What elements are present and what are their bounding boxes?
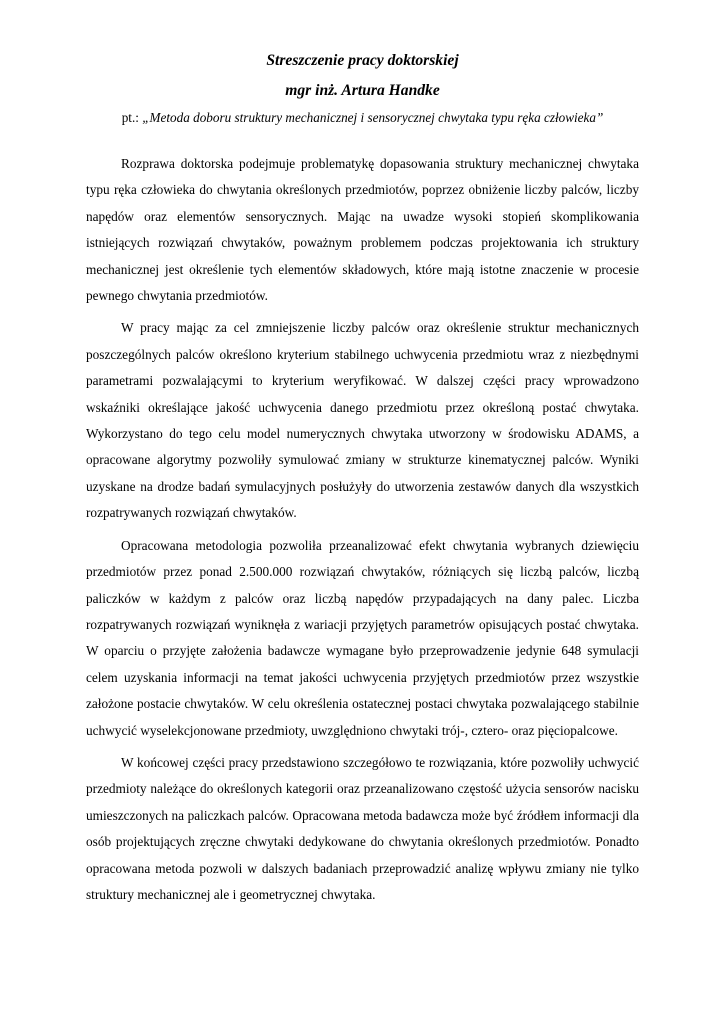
paragraph-1: Rozprawa doktorska podejmuje problematykę dopasowania struktury mechanicznej chwytaka typu ręka człowieka do chwytania określonych przedmiotów, poprzez obniżenie liczby palców, liczby napędów oraz elementów sensorycznych. Mając na uwadze wysoki stopień skomplikowania istniejących rozwiązań chwytaków, poważnym problemem podczas projektowania ich struktury mechanicznej jest określenie tych elementów składowych, które mają istotne znaczenie w procesie pewnego chwytania przedmiotów.: [86, 156, 639, 304]
document-title: Streszczenie pracy doktorskiej: [266, 52, 459, 69]
subtitle-prefix: pt.:: [121, 110, 143, 125]
paragraph-4: W końcowej części pracy przedstawiono szczegółowo te rozwiązania, które pozwoliły uchwycić przedmioty należące do określonych kategorii oraz przeanalizowano częstość użycia sensorów nacisku umieszczonych na paliczkach palców. Opracowana metoda badawcza może być źródłem informacji dla osób projektujących zręczne chwytaki dedykowane do chwytania określonych przedmiotów. Ponadto opracowana metoda pozwoli w dalszych badaniach przeprowadzić analizę wpływu zmiany nie tylko struktury mechanicznej ale i geometrycznej chwytaka.: [86, 754, 639, 902]
subtitle-text: „Metoda doboru struktury mechanicznej i sensorycznej chwytaka typu ręka człowieka”: [142, 110, 604, 125]
paragraph-2: W pracy mając za cel zmniejszenie liczby palców oraz określenie struktur mechanicznych poszczególnych palców określono kryterium stabilnego uchwycenia przedmiotu wraz z niezbędnymi parametrami pozwalającymi to kryterium weryfikować. W dalszej części pracy wprowadzono wskaźniki określające jakość uchwycenia danego przedmiotu przez określoną postać chwytaka. Wykorzystano do tego celu model numerycznych chwytaka utworzony w środowisku ADAMS, a opracowane algorytmy pozwoliły symulować zmiany w strukturze kinematycznej palców. Wyniki uzyskane na drodze badań symulacyjnych posłużyły do utworzenia zestawów danych dla wszystkich rozpatrywanych rozwiązań chwytaków.: [86, 320, 639, 521]
document-author: mgr inż. Artura Handke: [285, 82, 440, 99]
paragraph-3: Opracowana metodologia pozwoliła przeanalizować efekt chwytania wybranych dziewięciu przedmiotów przez ponad 2.500.000 rozwiązań chwytaków, różniących się liczbą palców, liczbą paliczków w każdym z palców oraz liczbą napędów przypadających na dany palec. Liczba rozpatrywanych rozwiązań wyniknęła z wariacji przyjętych parametrów opisujących postać chwytaka. W oparciu o przyjęte założenia badawcze wymagane było przeprowadzenie jedynie 648 symulacji celem uzyskania informacji na temat jakości uchwycenia przyjętych przedmiotów przez wszystkie założone postacie chwytaków. W celu określenia ostatecznej postaci chwytaka pozwalającego stabilnie uchwycić wyselekcjonowane przedmioty, uwzględniono chwytaki trój-, cztero- oraz pięciopalcowe.: [86, 537, 639, 738]
document-subtitle: [86, 109, 639, 127]
document-body: [86, 151, 639, 908]
